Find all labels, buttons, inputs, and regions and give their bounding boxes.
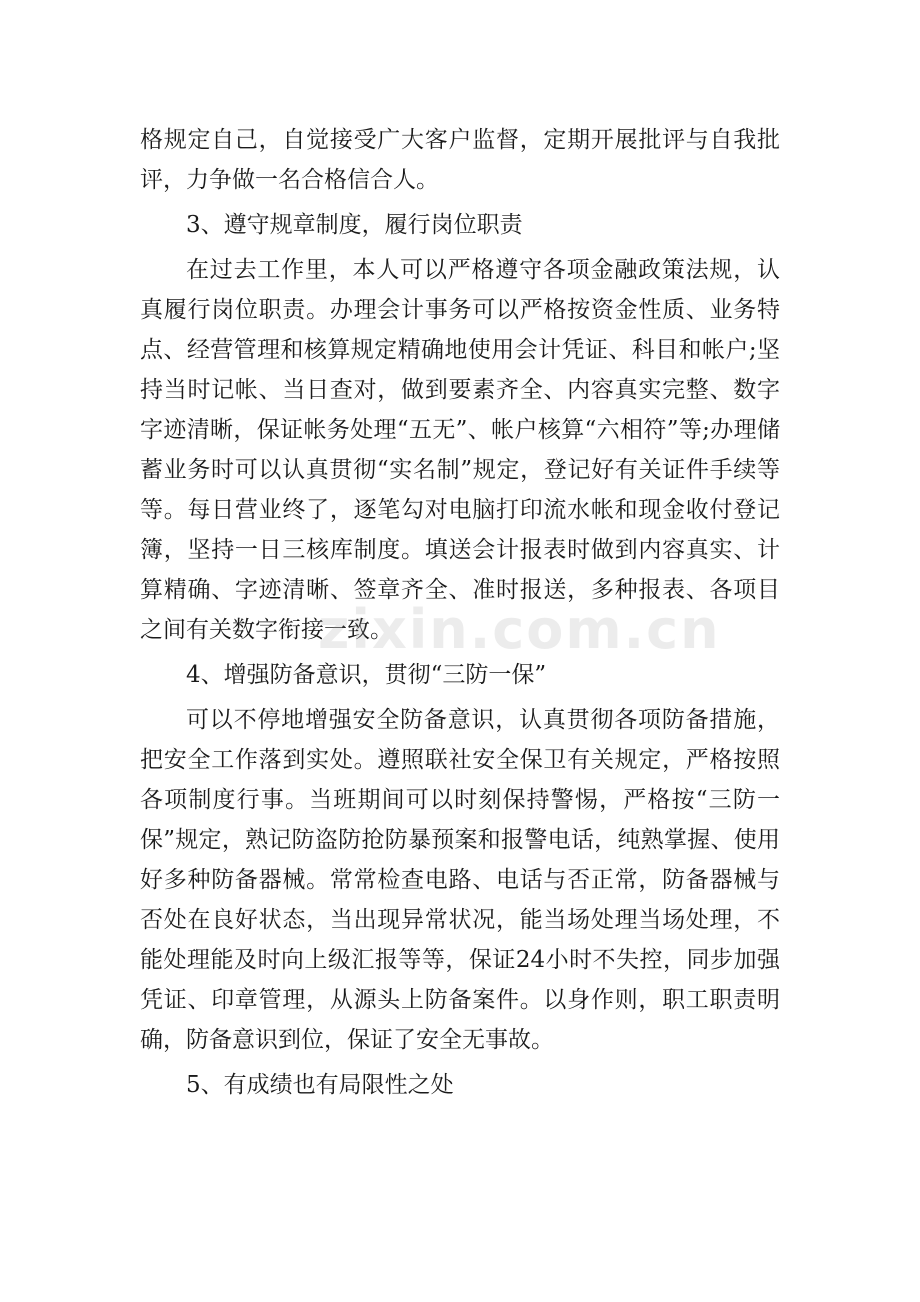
section-heading-4: 4、增强防备意识，贯彻“三防一保”	[186, 662, 547, 688]
paragraph-continuation: 格规定自己，自觉接受广大客户监督，定期开展批评与自我批评，力争做一名合格信合人。	[140, 127, 780, 193]
paragraph-security: 可以不停地增强安全防备意识，认真贯彻各项防备措施，把安全工作落到实处。遵照联社安全保卫有关规定，严格按照各项制度行事。当班期间可以时刻保持警惕，严格按“三防一保”规定，熟记防盗防抢防暴预案和报警电话，纯熟掌握、使用好多种防备器械。常常检查电路、电话与否正常，防备器械与否处在良好状态，当出现异常状况，能当场处理当场处理，不能处理能及时向上级汇报等等，保证24小时不失控，同步加强凭证、印章管理，从源头上防备案件。以身作则，职工职责明确，防备意识到位，保证了安全无事故。	[140, 707, 780, 1053]
paragraph-duties: 在过去工作里，本人可以严格遵守各项金融政策法规，认真履行岗位职责。办理会计事务可以严格按资金性质、业务特点、经营管理和核算规定精确地使用会计凭证、科目和帐户;坚持当时记帐、当日查对，做到要素齐全、内容真实完整、数字字迹清晰，保证帐务处理“五无”、帐户核算“六相符”等;办理储蓄业务时可以认真贯彻“实名制”规定，登记好有关证件手续等等。每日营业终了，逐笔勾对电脑打印流水帐和现金收付登记簿，坚持一日三核库制度。填送会计报表时做到内容真实、计算精确、字迹清晰、签章齐全、准时报送，多种报表、各项目之间有关数字衔接一致。	[140, 257, 780, 643]
section-heading-5: 5、有成绩也有局限性之处	[186, 1072, 454, 1098]
document-body	[140, 120, 780, 1110]
section-heading-3: 3、遵守规章制度，履行岗位职责	[186, 212, 523, 238]
watermark: zixin.com.cn	[318, 598, 721, 661]
